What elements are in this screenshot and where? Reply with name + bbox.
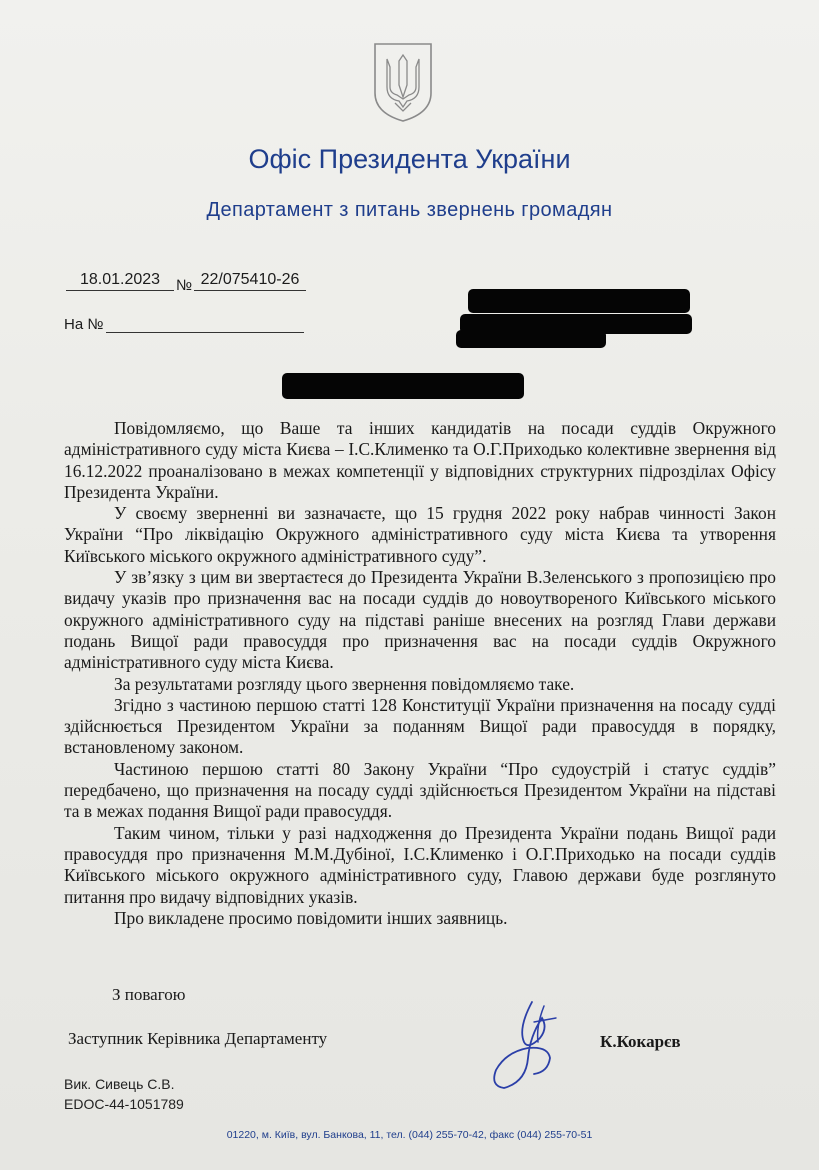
number-label: № <box>176 277 193 294</box>
coat-of-arms-icon <box>372 41 434 123</box>
organization-title: Офіс Президента України <box>248 144 571 174</box>
signatory-position: Заступник Керівника Департаменту <box>68 1029 328 1048</box>
department-title: Департамент з питань звернень громадян <box>206 199 613 221</box>
body-paragraph: Повідомляємо, що Ваше та інших кандидатів на посади суддів Окружного адміністративного суду міста Києва – І.С.Клименко та О.Г.Приходько колективне звернення від 16.12.2022 проаналізовано в межах компетенції у відповідних структурних підрозділах Офісу Президента України. <box>64 418 776 502</box>
letter-number: 22/075410-26 <box>194 270 306 291</box>
letter-date: 18.01.2023 <box>66 270 174 291</box>
signatory-name: К.Кокарєв <box>600 1032 681 1051</box>
body-paragraph: Таким чином, тільки у разі надходження до Президента України подань Вищої ради правосуддя про призначення М.М.Дубіної, І.С.Клименко і О.Г.Приходько на посади суддів Київського міського окружного адміністративного суду, Главою держави буде розглянуто питання про видачу відповідних указів. <box>64 822 776 907</box>
body-paragraph: Згідно з частиною першою статті 128 Конституції України призначення на посаду судді здійснюється Президентом України за поданням Вищої ради правосуддя в порядку, встановленому законом. <box>64 694 776 758</box>
document-id: EDOC-44-1051789 <box>64 1096 184 1112</box>
body-paragraph: Частиною першою статті 80 Закону України “Про судоустрій і статус суддів” передбачено, що призначення на посаду судді здійснюється Президентом України на підставі та в межах подання Вищої ради правосуддя. <box>64 758 776 822</box>
executor-name: Вик. Сивець С.В. <box>64 1076 175 1092</box>
body-paragraph: У зв’язку з цим ви звертаєтеся до Президента України В.Зеленського з пропозицією про видачу указів про призначення вас на посади суддів до новоутвореного Київського міського окружного адміністративного суду на підставі раніше внесених на розгляд Глави держави подань Вищої ради правосуддя про призначення вас на посади суддів Окружного адміністративного суду міста Києва. <box>64 567 776 673</box>
redaction-block <box>282 373 524 399</box>
letter-body <box>64 418 776 929</box>
reference-value <box>106 312 304 333</box>
body-paragraph: Про викладене просимо повідомити інших заявниць. <box>114 907 508 928</box>
handwritten-signature <box>488 998 568 1094</box>
redaction-block <box>468 289 690 313</box>
closing-regards: З повагою <box>112 985 186 1004</box>
footer-address: 01220, м. Київ, вул. Банкова, 11, тел. (044) 255-70-42, факс (044) 255-70-51 <box>226 1129 593 1141</box>
redaction-block <box>456 330 606 348</box>
body-paragraph: У своєму зверненні ви зазначаєте, що 15 грудня 2022 року набрав чинності Закон України “Про ліквідацію Окружного адміністративного суду міста Києва та утворення Київського міського окружного адміністративного суду”. <box>64 503 776 566</box>
body-paragraph: За результатами розгляду цього звернення повідомляємо таке. <box>114 673 575 694</box>
reference-label: На № <box>64 316 104 333</box>
